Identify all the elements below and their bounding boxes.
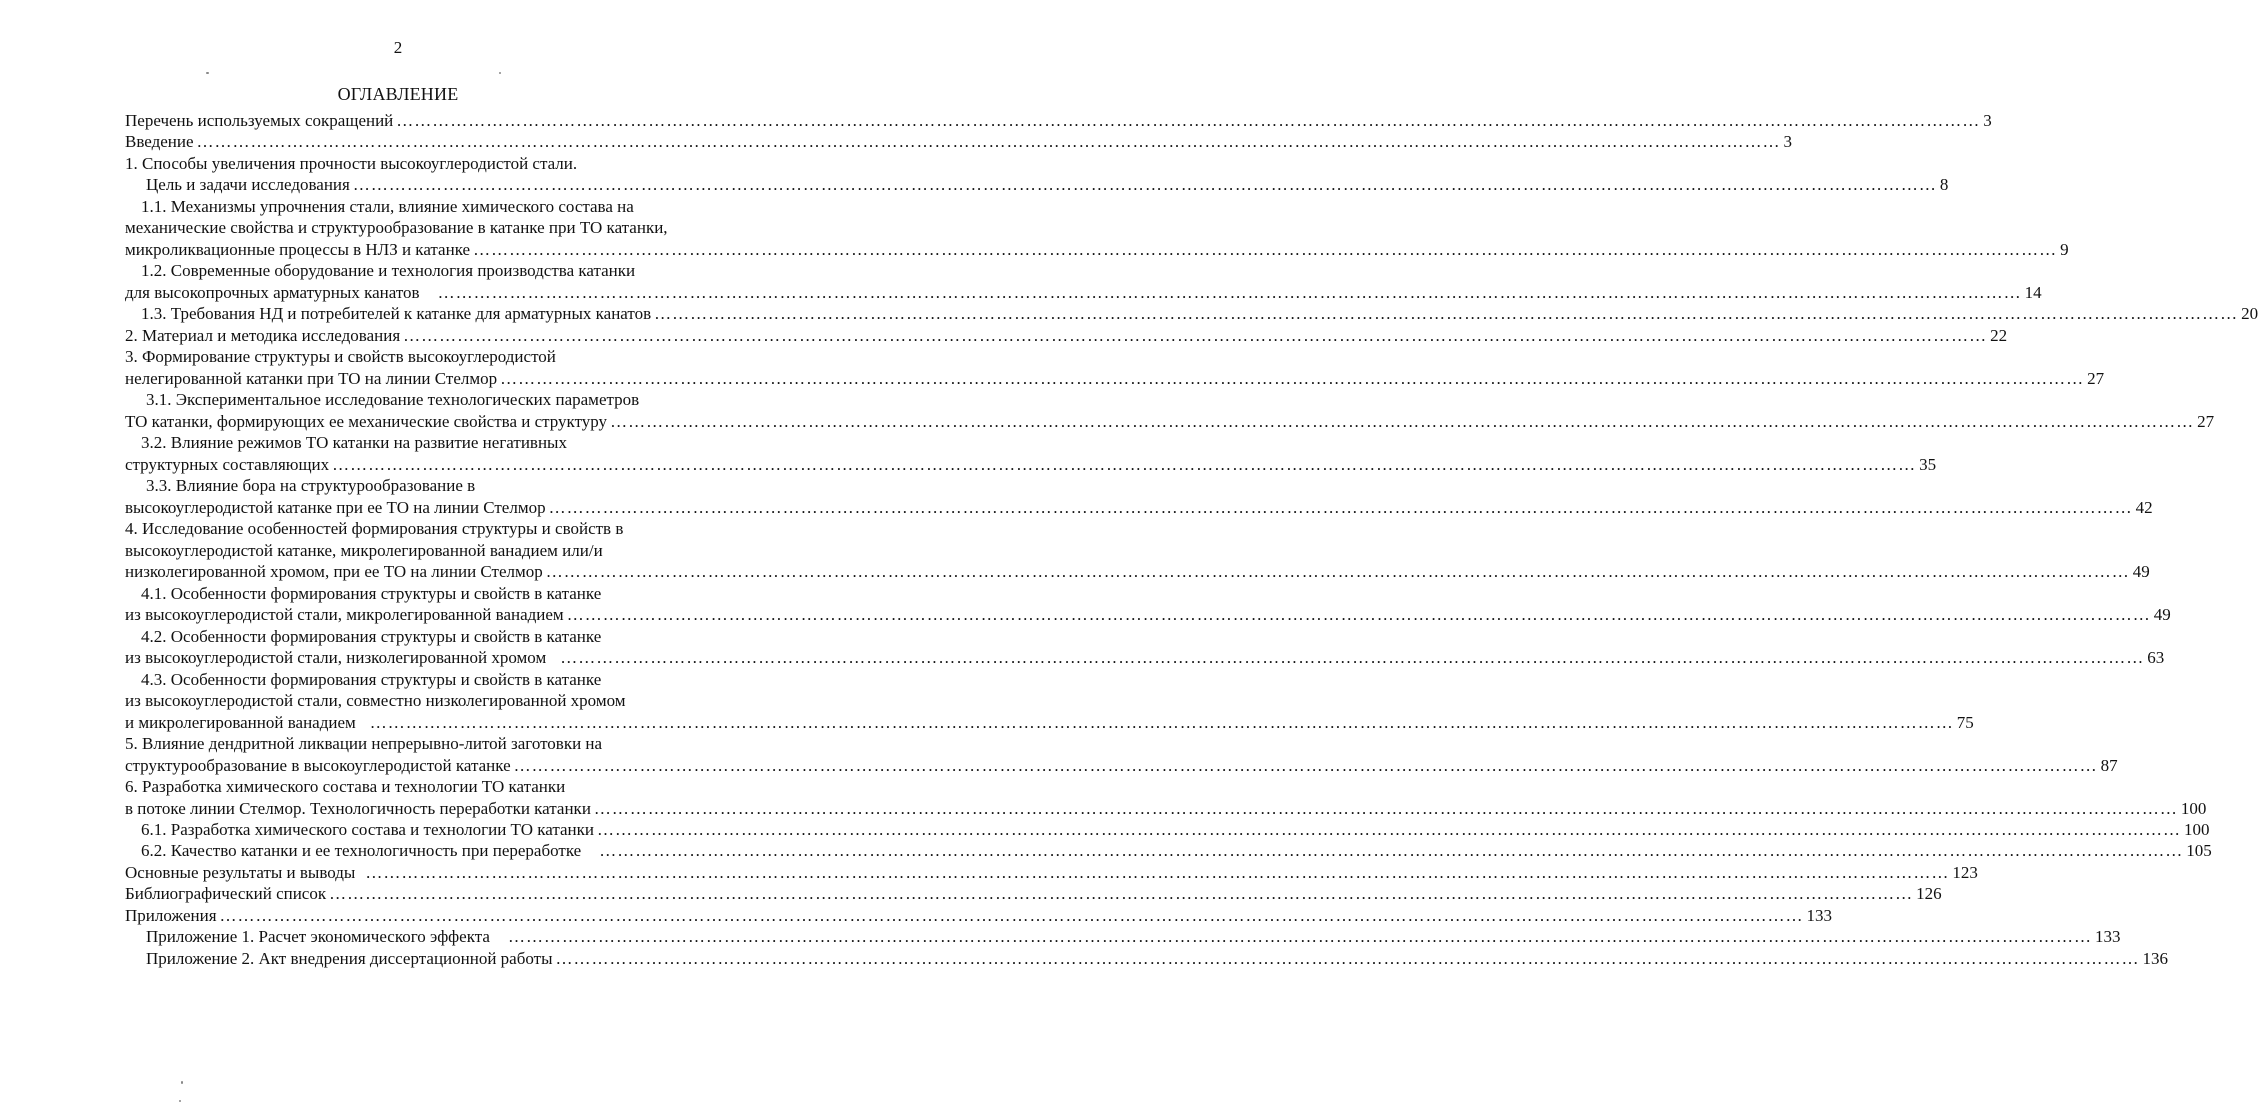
toc-entry-page: 126 <box>1916 884 1942 903</box>
toc-entry-page: 42 <box>2135 498 2153 517</box>
toc-entry <box>125 411 2215 433</box>
toc-entry-text: 3. Формирование структуры и свойств высокоуглеродистой <box>125 347 556 366</box>
toc-entry-page: 20 <box>2241 304 2258 323</box>
dot-leader: ………………………………………………………………………………………………………………………………………………………………………………………………………………………………………… <box>560 648 2145 667</box>
toc-entry-text: Цель и задачи исследования <box>146 175 350 194</box>
toc-entry <box>141 626 601 648</box>
dot-leader: ………………………………………………………………………………………………………………………………………………………………………………………………………………………………………… <box>593 799 2178 818</box>
dot-leader: ………………………………………………………………………………………………………………………………………………………………………………………………………………………………………… <box>365 863 1950 882</box>
toc-entry-page: 100 <box>2183 820 2210 839</box>
toc-entry-page: 3 <box>1983 111 1992 130</box>
toc-entry <box>125 798 2207 820</box>
toc-entry <box>125 153 577 175</box>
page-number: 2 <box>393 38 403 57</box>
scan-speck <box>179 1100 181 1102</box>
toc-entry <box>125 647 2165 669</box>
toc-entry-text: 1.2. Современные оборудование и технология производства катанки <box>141 261 636 280</box>
dot-leader: ………………………………………………………………………………………………………………………………………………………………………………………………………………………………………… <box>329 884 1914 903</box>
toc-entry-text: структурных составляющих <box>125 455 330 474</box>
toc-entry-text: высокоуглеродистой катанке при ее ТО на линии Стелмор <box>125 498 546 517</box>
toc-entry-text: Библиографический список <box>125 884 327 903</box>
toc-entry-page: 100 <box>2180 799 2207 818</box>
toc-entry <box>125 862 1978 884</box>
toc-entry-page: 49 <box>2132 562 2150 581</box>
dot-leader: ………………………………………………………………………………………………………………………………………………………………………………………………………………………………………… <box>500 369 2085 388</box>
toc-entry <box>141 303 2258 325</box>
dot-leader: ………………………………………………………………………………………………………………………………………………………………………………………………………………………………………… <box>596 820 2181 839</box>
toc-entry-text: Приложения <box>125 906 217 925</box>
dot-leader: ………………………………………………………………………………………………………………………………………………………………………………………………………………………………………… <box>507 927 2092 946</box>
toc-entry-text: 2. Материал и методика исследования <box>125 326 401 345</box>
toc-entry-page: 14 <box>2024 283 2042 302</box>
toc-entry <box>125 282 2042 304</box>
toc-entry-page: 87 <box>2100 756 2118 775</box>
toc-entry-text: Введение <box>125 132 194 151</box>
toc-entry-page: 123 <box>1952 863 1978 882</box>
toc-entry <box>125 561 2150 583</box>
toc-entry-page: 27 <box>2197 412 2215 431</box>
dot-leader: ………………………………………………………………………………………………………………………………………………………………………………………………………………………………………… <box>610 412 2195 431</box>
toc-entry-text: в потоке линии Стелмор. Технологичность переработки катанки <box>125 799 591 818</box>
toc-entry-text: из высокоуглеродистой стали, совместно низколегированной хромом <box>125 691 626 710</box>
toc-entry <box>146 389 639 411</box>
dot-leader: ………………………………………………………………………………………………………………………………………………………………………………………………………………………………………… <box>219 906 1804 925</box>
toc-entry <box>125 454 1937 476</box>
toc-entry <box>146 475 475 497</box>
toc-entry-text: 3.3. Влияние бора на структурообразование в <box>146 476 476 495</box>
toc-entry-page: 133 <box>1806 906 1833 925</box>
toc-entry-text: 4.3. Особенности формирования структуры и свойств в катанке <box>141 670 602 689</box>
toc-entry <box>125 883 1942 905</box>
dot-leader: ………………………………………………………………………………………………………………………………………………………………………………………………………………………………………… <box>513 756 2098 775</box>
dot-leader: ………………………………………………………………………………………………………………………………………………………………………………………………………………………………………… <box>599 841 2184 860</box>
dot-leader: ………………………………………………………………………………………………………………………………………………………………………………………………………………………………………… <box>332 455 1917 474</box>
dot-leader: ………………………………………………………………………………………………………………………………………………………………………………………………………………………………………… <box>548 498 2133 517</box>
toc-entry <box>141 432 567 454</box>
toc-entry-text: для высокопрочных арматурных канатов <box>125 283 420 302</box>
toc-entry-page: 8 <box>1939 175 1949 194</box>
toc-entry-page: 9 <box>2060 240 2069 259</box>
dot-leader: ………………………………………………………………………………………………………………………………………………………………………………………………………………………………………… <box>555 949 2140 968</box>
dot-leader: ………………………………………………………………………………………………………………………………………………………………………………………………………………………………………… <box>196 132 1781 151</box>
toc-entry-page: 49 <box>2153 605 2171 624</box>
toc-entry-page: 22 <box>1990 326 2008 345</box>
toc-entry <box>125 776 565 798</box>
dot-leader: ………………………………………………………………………………………………………………………………………………………………………………………………………………………………………… <box>396 111 1981 130</box>
toc-entry <box>146 926 2121 948</box>
toc-entry-text: 4.1. Особенности формирования структуры и свойств в катанке <box>141 584 602 603</box>
toc-entry <box>141 260 635 282</box>
toc-entry-text: микроликвационные процессы в НЛЗ и катанке <box>125 240 471 259</box>
toc-entry <box>141 583 601 605</box>
toc-entry-text: 6. Разработка химического состава и технологии ТО катанки <box>125 777 566 796</box>
toc-entry <box>125 217 668 239</box>
toc-entry-page: 27 <box>2087 369 2105 388</box>
toc-entry <box>125 518 623 540</box>
dot-leader: ………………………………………………………………………………………………………………………………………………………………………………………………………………………………………… <box>352 175 1937 194</box>
toc-entry-text: нелегированной катанки при ТО на линии Стелмор <box>125 369 498 388</box>
toc-entry-text: 1. Способы увеличения прочности высокоуглеродистой стали. <box>125 154 578 173</box>
toc-entry <box>125 346 556 368</box>
toc-entry-text: 6.2. Качество катанки и ее технологичность при переработке <box>141 841 582 860</box>
toc-entry-text: Приложение 1. Расчет экономического эффекта <box>146 927 490 946</box>
toc-entry-text: высокоуглеродистой катанке, микролегированной ванадием или/и <box>125 541 603 560</box>
toc-entry-text: 4.2. Особенности формирования структуры и свойств в катанке <box>141 627 602 646</box>
dot-leader: ………………………………………………………………………………………………………………………………………………………………………………………………………………………………………… <box>654 304 2239 323</box>
toc-entry <box>125 110 1992 132</box>
dot-leader: ………………………………………………………………………………………………………………………………………………………………………………………………………………………………………… <box>403 326 1988 345</box>
toc-entry <box>125 131 1793 153</box>
dot-leader: ………………………………………………………………………………………………………………………………………………………………………………………………………………………………………… <box>566 605 2151 624</box>
toc-entry <box>125 497 2153 519</box>
toc-entry <box>125 239 2069 261</box>
toc-entry <box>146 174 1949 196</box>
toc-entry <box>141 819 2210 841</box>
toc-entry-text: структурообразование в высокоуглеродистой катанке <box>125 756 511 775</box>
toc-entry-text: 1.1. Механизмы упрочнения стали, влияние химического состава на <box>141 197 634 216</box>
toc-entry-text: 1.3. Требования НД и потребителей к катанке для арматурных канатов <box>141 304 652 323</box>
toc-entry <box>125 905 1833 927</box>
toc-entry-text: 4. Исследование особенностей формирования структуры и свойств в <box>125 519 624 538</box>
dot-leader: ………………………………………………………………………………………………………………………………………………………………………………………………………………………………………… <box>473 240 2058 259</box>
dot-leader: ………………………………………………………………………………………………………………………………………………………………………………………………………………………………………… <box>369 713 1954 732</box>
toc-entry-page: 105 <box>2186 841 2212 860</box>
toc-entry <box>125 368 2105 390</box>
toc-entry-text: Основные результаты и выводы <box>125 863 356 882</box>
toc-entry-text: 3.2. Влияние режимов ТО катанки на развитие негативных <box>141 433 567 452</box>
toc-entry <box>125 733 602 755</box>
toc-entry <box>125 604 2171 626</box>
toc-entry-text: Перечень используемых сокращений <box>125 111 394 130</box>
toc-entry-text: низколегированной хромом, при ее ТО на линии Стелмор <box>125 562 543 581</box>
toc-entry <box>125 755 2118 777</box>
toc-entry-text: механические свойства и структурообразование в катанке при ТО катанки, <box>125 218 668 237</box>
toc-entry-text: 5. Влияние дендритной ликвации непрерывно-литой заготовки на <box>125 734 603 753</box>
toc-entry <box>125 690 626 712</box>
toc-entry <box>141 669 601 691</box>
page-title: ОГЛАВЛЕНИЕ <box>337 84 459 104</box>
dot-leader: ………………………………………………………………………………………………………………………………………………………………………………………………………………………………………… <box>437 283 2022 302</box>
toc-entry-text: из высокоуглеродистой стали, микролегированной ванадием <box>125 605 564 624</box>
toc-entry-text: 6.1. Разработка химического состава и технологии ТО катанки <box>141 820 594 839</box>
toc-entry-page: 136 <box>2142 949 2168 968</box>
toc-entry <box>141 196 634 218</box>
toc-entry-text: Приложение 2. Акт внедрения диссертационной работы <box>146 949 553 968</box>
toc-entry-page: 133 <box>2094 927 2121 946</box>
toc-entry <box>141 840 2212 862</box>
scan-speck <box>206 72 209 74</box>
toc-entry-text: и микролегированной ванадием <box>125 713 356 732</box>
toc-entry-page: 63 <box>2147 648 2165 667</box>
toc-entry-text: 3.1. Экспериментальное исследование технологических параметров <box>146 390 640 409</box>
toc-entry-page: 3 <box>1783 132 1793 151</box>
toc-entry-text: из высокоуглеродистой стали, низколегированной хромом <box>125 648 547 667</box>
toc-entry <box>125 325 2008 347</box>
dot-leader: ………………………………………………………………………………………………………………………………………………………………………………………………………………………………………… <box>545 562 2130 581</box>
toc-entry <box>125 540 603 562</box>
scan-speck <box>499 72 501 74</box>
toc-entry-page: 35 <box>1919 455 1937 474</box>
toc-entry-page: 75 <box>1956 713 1974 732</box>
toc-entry <box>146 948 2168 970</box>
scan-speck <box>181 1081 183 1084</box>
toc-entry-text: ТО катанки, формирующих ее механические свойства и структуру <box>125 412 608 431</box>
toc-entry <box>125 712 1974 734</box>
